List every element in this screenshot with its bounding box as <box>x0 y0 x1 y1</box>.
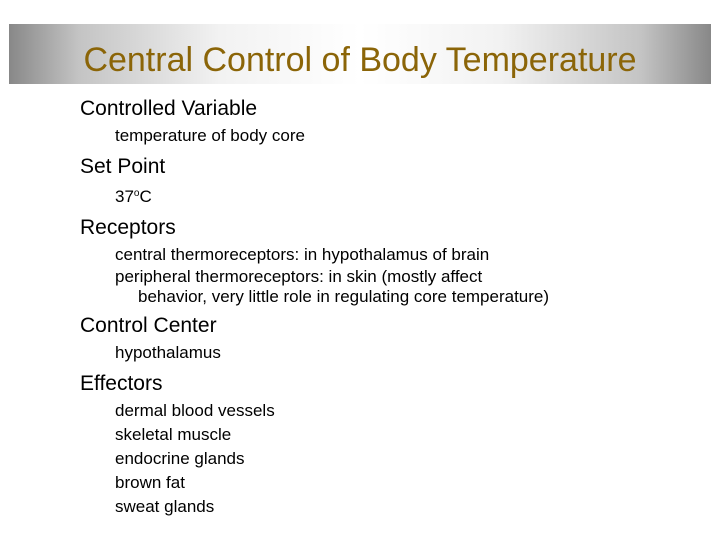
degree-symbol: o <box>133 188 140 199</box>
section-heading: Set Point <box>80 155 166 178</box>
slide-content <box>80 94 700 523</box>
set-point-number: 37 <box>115 187 134 206</box>
section-receptors <box>80 213 700 307</box>
list-item <box>115 267 700 307</box>
list-item: skeletal muscle <box>115 425 232 444</box>
section-heading: Effectors <box>80 372 163 395</box>
section-heading: Control Center <box>80 314 217 337</box>
list-item: endocrine glands <box>115 449 245 468</box>
slide-title: Central Control of Body Temperature <box>83 41 637 79</box>
list-item: brown fat <box>115 473 185 492</box>
section-effectors <box>80 369 700 519</box>
list-item: hypothalamus <box>115 343 221 362</box>
section-controlled-variable <box>80 94 700 148</box>
list-item: dermal blood vessels <box>115 401 275 420</box>
set-point-value <box>115 182 700 209</box>
title-bar <box>9 24 711 84</box>
section-heading: Controlled Variable <box>80 97 258 120</box>
section-heading: Receptors <box>80 216 176 239</box>
list-item: temperature of body core <box>115 126 305 145</box>
list-item: central thermoreceptors: in hypothalamus of brain <box>115 245 490 264</box>
list-item-line: peripheral thermoreceptors: in skin (mostly affect <box>115 267 483 286</box>
set-point-unit: C <box>139 187 152 206</box>
section-set-point <box>80 152 700 209</box>
section-control-center <box>80 311 700 365</box>
list-item: sweat glands <box>115 497 215 516</box>
list-item-continuation: behavior, very little role in regulating core temperature) <box>138 287 550 306</box>
